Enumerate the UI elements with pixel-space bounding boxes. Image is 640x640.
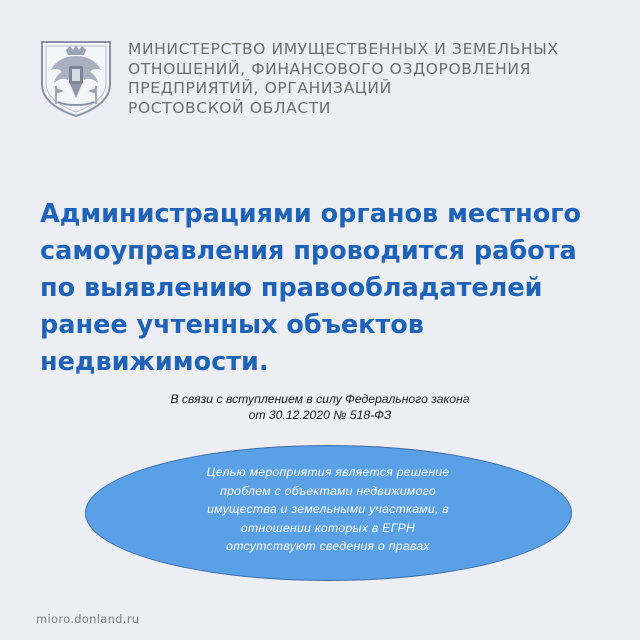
- coat-of-arms-icon: [36, 38, 116, 118]
- ministry-line: ПРЕДПРИЯТИЙ, ОРГАНИЗАЦИЙ: [128, 79, 392, 97]
- oval-line: проблем с объектами недвижимого: [220, 483, 436, 498]
- subnote-line: В связи с вступлением в силу Федерального закона: [170, 392, 470, 406]
- oval-line: имущества и земельными участками, в: [207, 502, 449, 516]
- subnote-line: от 30.12.2020 № 518-ФЗ: [248, 408, 392, 422]
- headline-line: Администрациями органов местного: [40, 199, 582, 229]
- oval-line: отношении которых в ЕГРН: [240, 520, 416, 535]
- headline-line: самоуправления проводится работа: [40, 236, 577, 266]
- law-reference-note: [0, 391, 640, 423]
- goal-oval-text: [140, 463, 516, 556]
- headline-line: ранее учтенных объектов: [40, 310, 424, 340]
- ministry-line: РОСТОВСКОЙ ОБЛАСТИ: [128, 98, 331, 117]
- headline: [40, 196, 630, 381]
- ministry-line: ОТНОШЕНИЙ, ФИНАНСОВОГО ОЗДОРОВЛЕНИЯ: [128, 59, 531, 78]
- ministry-name: [128, 40, 628, 118]
- oval-line: Целью мероприятия является решение: [206, 465, 450, 479]
- oval-line: отсутствуют сведения о правах: [226, 539, 430, 553]
- headline-line: недвижимости.: [40, 347, 269, 377]
- headline-line: по выявлению правообладателей: [40, 273, 543, 303]
- website-url: mioro.donland.ru: [36, 612, 140, 626]
- ministry-line: МИНИСТЕРСТВО ИМУЩЕСТВЕННЫХ И ЗЕМЕЛЬНЫХ: [128, 40, 559, 58]
